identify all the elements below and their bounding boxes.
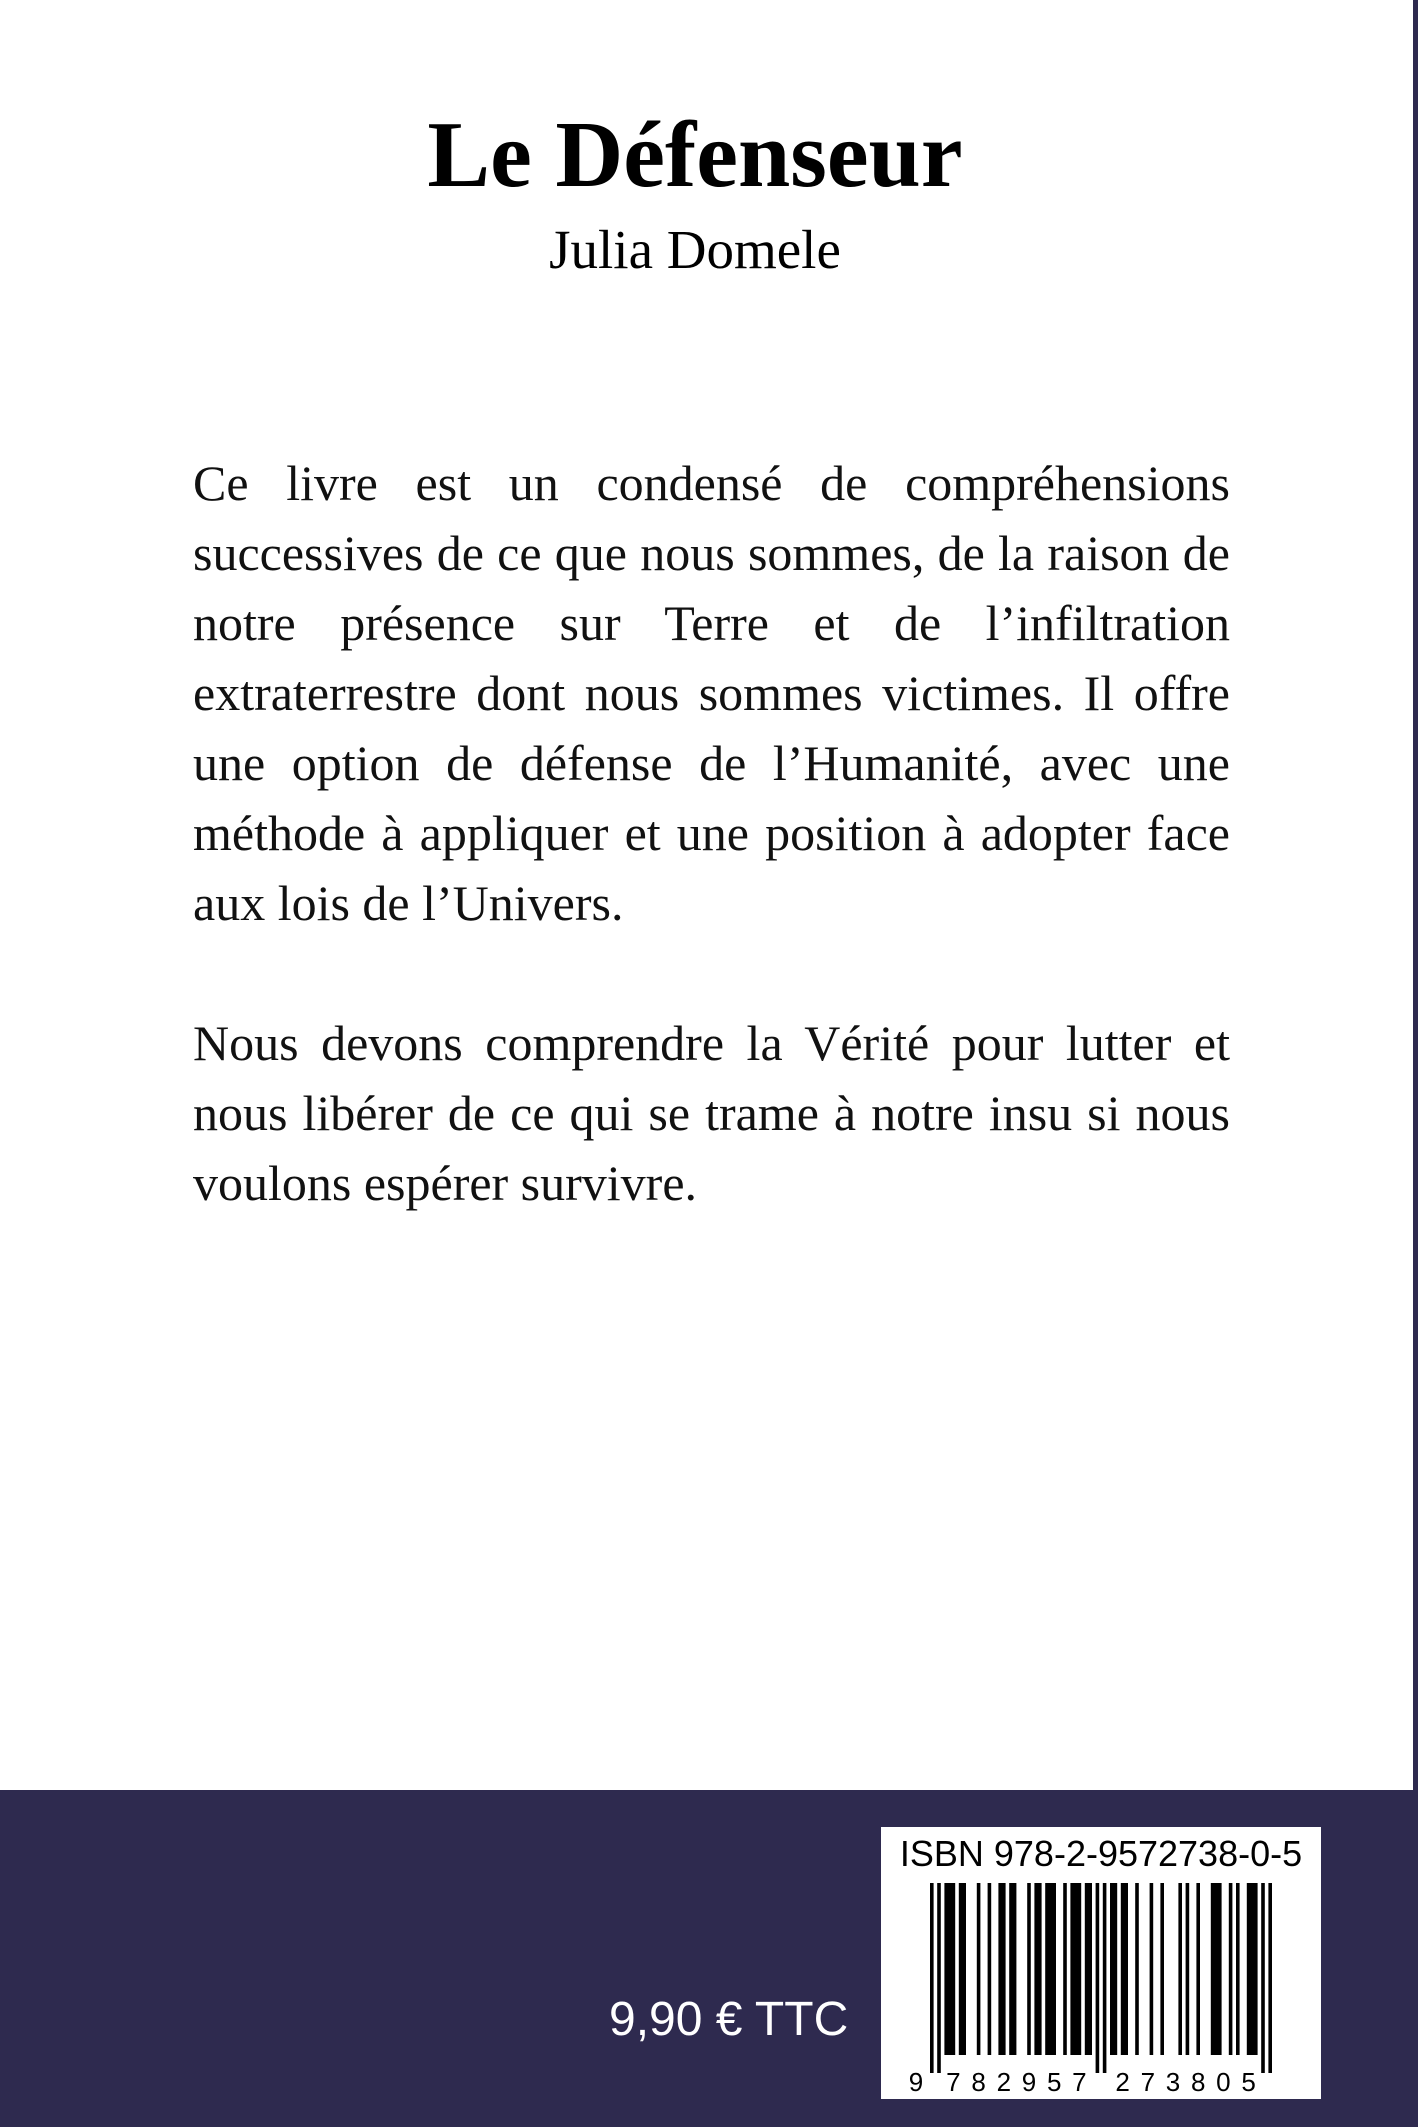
book-author: Julia Domele [549,219,841,280]
barcode-digit: 9 [908,2067,924,2097]
barcode-bar [1063,1883,1067,2055]
barcode-bar [1150,1883,1154,2055]
barcode-digit: 8 [971,2067,986,2097]
barcode-digit: 7 [946,2067,961,2097]
barcode-digit: 5 [1046,2067,1062,2097]
barcode-icon [881,1827,1321,2099]
barcode-bar [1160,1883,1164,2055]
barcode-digit: 7 [1072,2067,1087,2097]
barcode-bar [1178,1883,1182,2055]
barcode-digit: 5 [1241,2067,1256,2097]
barcode-bar [1247,1883,1258,2055]
barcode-bar [937,1883,941,2073]
barcode-bar [1261,1883,1265,2073]
barcode-digit: 0 [1216,2067,1231,2097]
barcode-bar [1110,1883,1117,2055]
barcode-digit: 3 [1165,2067,1181,2097]
barcode-bar [959,1883,966,2055]
barcode-digit: 9 [1021,2067,1037,2097]
barcode-bar [930,1883,934,2073]
blurb-paragraph-1: Ce livre est un condensé de compréhensions successives de ce que nous sommes, de la raison de notre présence sur Terre et de l’infiltration extraterrestre dont nous sommes victimes. Il offre une option de défense de l’Humanité, avec une méthode à appliquer et une position à adopter face aux lois de l’Univers. [193,455,1230,931]
barcode-digit: 2 [1115,2067,1130,2097]
barcode-digit: 2 [996,2067,1012,2097]
barcode-bar [1103,1883,1107,2073]
barcode-bar [1268,1883,1272,2073]
barcode-bar [1229,1883,1233,2055]
blurb-paragraph-2: Nous devons comprendre la Vérité pour lutter et nous libérer de ce qui se trame à notre insu si nous voulons espérer survivre. [193,1015,1230,1211]
barcode-bar [1211,1883,1222,2055]
barcode-bar [1135,1883,1139,2055]
barcode-bar [1027,1883,1031,2055]
barcode-bar [1236,1883,1240,2055]
barcode-bar [1121,1883,1128,2055]
book-title: Le Défenseur [427,103,963,207]
barcode-digit: 7 [1140,2067,1156,2097]
barcode-box [881,1827,1321,2099]
isbn-label: ISBN 978-2-9572738-0-5 [899,1833,1303,1874]
barcode-bar [1009,1883,1016,2055]
price-label: 9,90 € TTC [609,1993,849,2046]
barcode-bar [977,1883,981,2055]
barcode-bar [1085,1883,1092,2055]
barcode-bar [1096,1883,1100,2073]
barcode-bar [988,1883,992,2055]
blurb [193,448,1230,1218]
barcode-digit: 8 [1190,2067,1206,2097]
barcode-bar [1186,1883,1190,2055]
barcode-bar [1070,1883,1081,2055]
barcode-bar [1196,1883,1200,2055]
barcode-bar [1045,1883,1056,2055]
barcode-bar [944,1883,955,2055]
barcode-bar [1034,1883,1041,2055]
barcode-bar [998,1883,1005,2055]
spine-edge [1413,0,1418,1790]
